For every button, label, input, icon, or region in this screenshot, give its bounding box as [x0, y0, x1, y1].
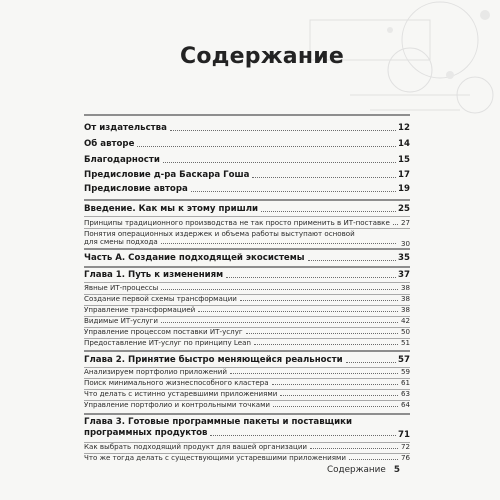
page-number: 30 [400, 238, 410, 248]
subentry-line: Понятия операционных издержек и объема работы выступают основой [84, 229, 355, 238]
footer-page-number: 5 [393, 465, 400, 475]
toc-subentry[interactable]: Управление процессом поставки ИТ-услуг 50 [84, 327, 410, 336]
toc-subentry[interactable]: Создание первой схемы трансформации 38 [84, 294, 410, 303]
toc-subentry[interactable]: Что делать с истинно устаревшими приложениями 63 [84, 389, 410, 398]
section-divider [84, 266, 410, 268]
toc-entry[interactable]: Предисловие д-ра Баскара Гоша 17 [84, 170, 410, 180]
section-divider [84, 199, 410, 201]
toc-subentry[interactable]: Предоставление ИТ-услуг по принципу Lean 51 [84, 338, 410, 347]
toc-subentry[interactable]: Поиск минимального жизнеспособного кластера 61 [84, 378, 410, 387]
toc-chapter[interactable]: Глава 1. Путь к изменениям 37 [84, 270, 410, 280]
toc-chapter[interactable] [84, 417, 410, 441]
toc-entry[interactable]: От издательства 12 [84, 123, 410, 133]
toc-subentry[interactable]: Управление портфолио и контрольными точками 64 [84, 400, 410, 409]
section-divider [84, 413, 410, 415]
toc-entry[interactable]: Предисловие автора 19 [84, 184, 410, 194]
toc-subentry[interactable]: Принципы традиционного производства не так просто применить в ИТ-поставке 27 [84, 218, 410, 227]
page-title: Содержание [180, 44, 344, 69]
toc-subentry[interactable]: Что же тогда делать с существующими устаревшими приложениями 76 [84, 453, 410, 462]
section-divider [84, 114, 410, 116]
toc-subentry[interactable]: Видимые ИТ-услуги 42 [84, 316, 410, 325]
toc-subentry[interactable]: Явные ИТ-процессы 38 [84, 283, 410, 292]
entry-divider [84, 216, 410, 217]
toc-chapter[interactable]: Глава 2. Принятие быстро меняющейся реальности 57 [84, 355, 410, 365]
subentry-line: для смены подхода [84, 237, 158, 247]
toc-entry[interactable]: Об авторе 14 [84, 139, 410, 149]
toc-subentry[interactable]: Анализируем портфолио приложений 59 [84, 367, 410, 376]
chapter-line: Глава 3. Готовые программные пакеты и поставщики [84, 417, 353, 427]
toc-subentry[interactable]: Как выбрать подходящий продукт для вашей организации 72 [84, 442, 410, 451]
toc-chapter[interactable]: Введение. Как мы к этому пришли 25 [84, 204, 410, 214]
page-number: 71 [398, 430, 410, 441]
toc-subentry[interactable] [84, 230, 410, 248]
page-footer [327, 465, 400, 475]
toc-subentry[interactable]: Управление трансформацией 38 [84, 305, 410, 314]
toc-part[interactable]: Часть А. Создание подходящей экосистемы 35 [84, 253, 410, 263]
footer-section-title: Содержание [327, 465, 386, 475]
toc-entry[interactable]: Благодарности 15 [84, 155, 410, 165]
section-divider [84, 350, 410, 352]
section-divider [84, 248, 410, 250]
chapter-line: программных продуктов [84, 427, 208, 438]
